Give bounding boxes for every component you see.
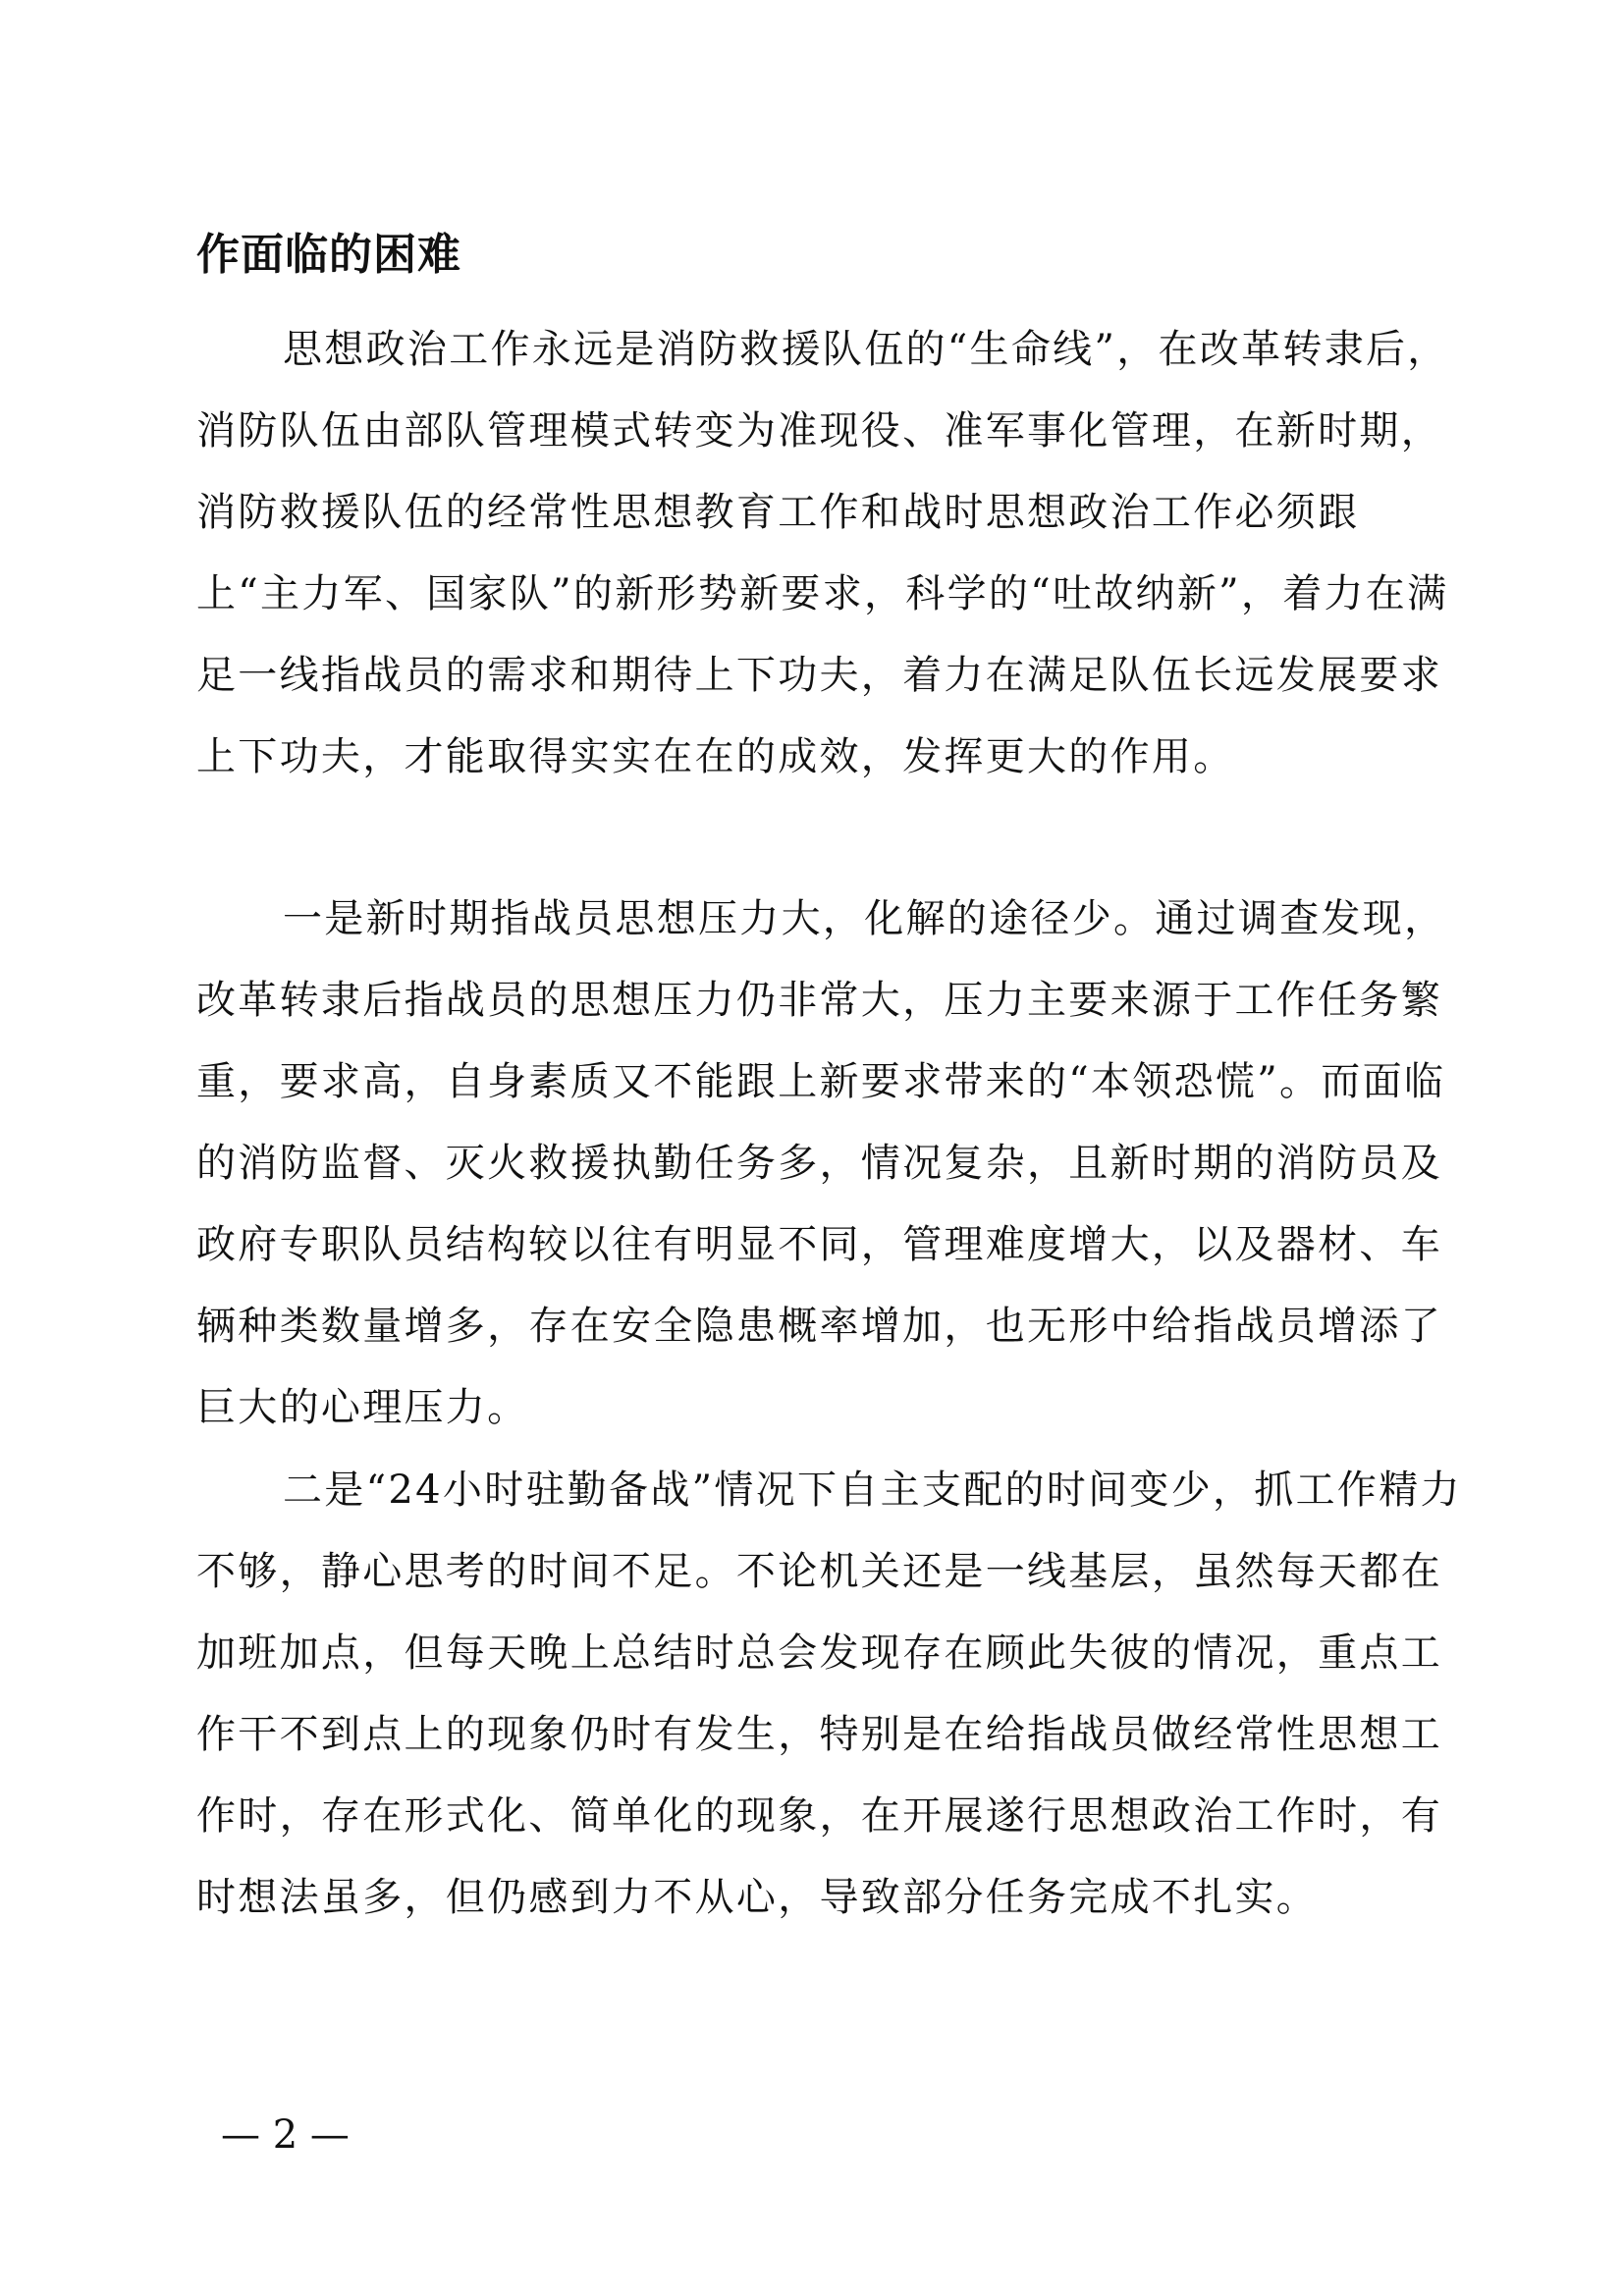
- section-heading: 作面临的困难: [196, 230, 461, 280]
- paragraph-time: 二是“24小时驻勤备战”情况下自主支配的时间变少，抓工作精力不够，静心思考的时间不足。不论机关还是一线基层，虽然每天都在加班加点，但每天晚上总结时总会发现存在顾此失彼的情况，重点工作干不到点上的现象仍时有发生，特别是在给指战员做经常性思想工作时，存在形式化、简单化的现象，在开展遂行思想政治工作时，有时想法虽多，但仍感到力不从心，导致部分任务完成不扎实。: [196, 1468, 1462, 1920]
- paragraph-pressure: 一是新时期指战员思想压力大，化解的途径少。通过调查发现，改革转隶后指战员的思想压力仍非常大，压力主要来源于工作任务繁重，要求高，自身素质又不能跟上新要求带来的“本领恐慌”。而面临的消防监督、灭火救援执勤任务多，情况复杂，且新时期的消防员及政府专职队员结构较以往有明显不同，管理难度增大，以及器材、车辆种类数量增多，存在安全隐患概率增加，也无形中给指战员增添了巨大的心理压力。: [196, 896, 1446, 1430]
- page-number: — 2 —: [221, 2112, 350, 2158]
- paragraph-lifeline: 思想政治工作永远是消防救援队伍的“生命线”，在改革转隶后，消防队伍由部队管理模式转变为准现役、准军事化管理，在新时期，消防救援队伍的经常性思想教育工作和战时思想政治工作必须跟上“主力军、国家队”的新形势新要求，科学的“吐故纳新”，着力在满足一线指战员的需求和期待上下功夫，着力在满足队伍长远发展要求上下功夫，才能取得实实在在的成效，发挥更大的作用。: [196, 327, 1449, 779]
